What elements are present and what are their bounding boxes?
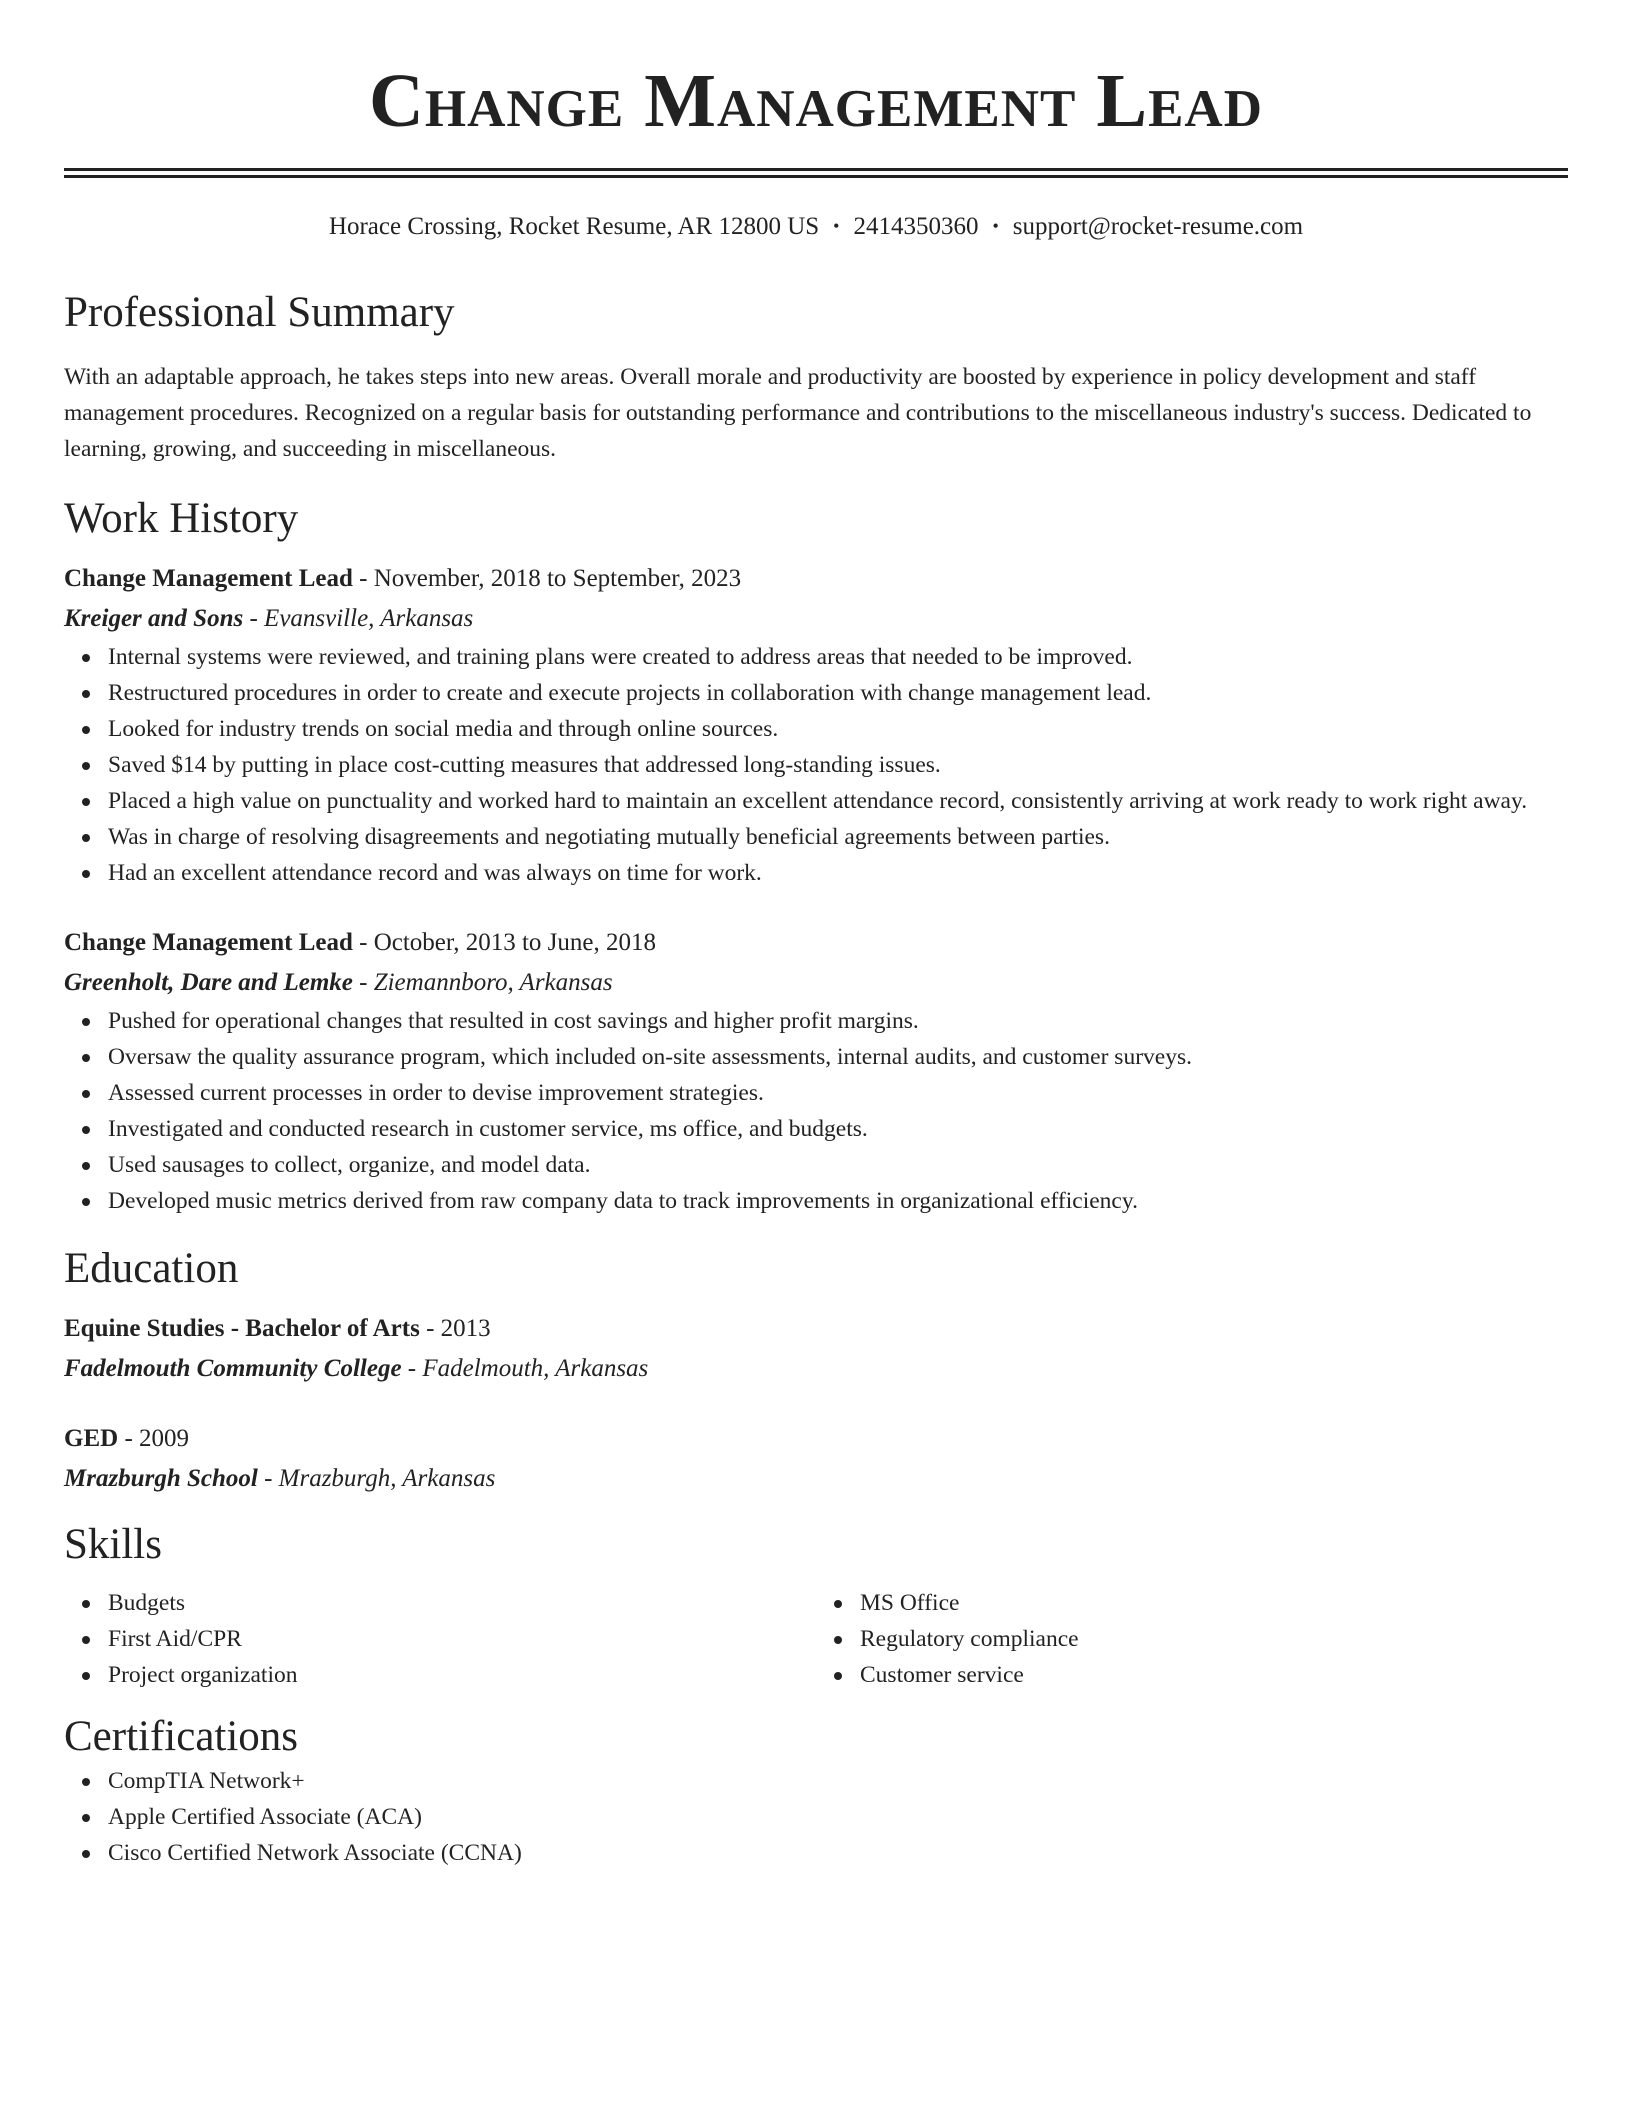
certification-item: Apple Certified Associate (ACA)	[108, 1799, 1568, 1835]
job-entry	[64, 559, 1568, 891]
skills-column-right	[816, 1585, 1568, 1693]
school-location: - Fadelmouth, Arkansas	[401, 1355, 649, 1382]
job-bullet: Internal systems were reviewed, and training plans were created to address areas that needed to be improved.	[108, 639, 1568, 675]
skills-column-left	[64, 1585, 816, 1693]
job-bullets	[64, 1003, 1568, 1219]
job-bullet: Investigated and conducted research in customer service, ms office, and budgets.	[108, 1111, 1568, 1147]
skill-item: Project organization	[108, 1657, 816, 1693]
job-bullet: Restructured procedures in order to create and execute projects in collaboration with change management lead.	[108, 675, 1568, 711]
certification-item: Cisco Certified Network Associate (CCNA)	[108, 1835, 1568, 1871]
job-company: Kreiger and Sons	[64, 605, 244, 632]
skill-item: Budgets	[108, 1585, 816, 1621]
degree-name: Equine Studies - Bachelor of Arts	[64, 1315, 420, 1342]
certification-item: CompTIA Network+	[108, 1763, 1568, 1799]
school-line	[64, 1459, 1568, 1499]
certifications-heading: Certifications	[64, 1713, 299, 1760]
certifications-list	[64, 1763, 1568, 1871]
summary-text: With an adaptable approach, he takes steps into new areas. Overall morale and productivity are boosted by experience in policy development and staff management procedures. Recognized on a regular basis for outstanding performance and contributions to the miscellaneous industry's success. Dedicated to learning, growing, and succeeding in miscellaneous.	[64, 364, 1532, 462]
summary-heading: Professional Summary	[64, 289, 455, 336]
education-heading: Education	[64, 1245, 239, 1292]
job-bullet: Looked for industry trends on social media and through online sources.	[108, 711, 1568, 747]
job-company: Greenholt, Dare and Lemke	[64, 969, 353, 996]
title-divider	[64, 168, 1568, 178]
job-company-line	[64, 599, 1568, 639]
degree-name: GED	[64, 1425, 119, 1452]
job-bullet: Was in charge of resolving disagreements and negotiating mutually beneficial agreements between parties.	[108, 819, 1568, 855]
school-location: - Mrazburgh, Arkansas	[257, 1465, 496, 1492]
job-title-line	[64, 559, 1568, 599]
school-line	[64, 1349, 1568, 1389]
skill-item: Regulatory compliance	[860, 1621, 1568, 1657]
job-location: - Ziemannboro, Arkansas	[352, 969, 613, 996]
skills-heading: Skills	[64, 1521, 162, 1568]
job-company-line	[64, 963, 1568, 1003]
job-bullet: Had an excellent attendance record and was always on time for work.	[108, 855, 1568, 891]
job-dates: - November, 2018 to September, 2023	[352, 565, 742, 592]
school-name: Mrazburgh School	[64, 1465, 258, 1492]
skill-item: MS Office	[860, 1585, 1568, 1621]
job-location: - Evansville, Arkansas	[243, 605, 474, 632]
skill-item: Customer service	[860, 1657, 1568, 1693]
job-bullet: Developed music metrics derived from raw company data to track improvements in organizational efficiency.	[108, 1183, 1568, 1219]
contact-address: Horace Crossing, Rocket Resume, AR 12800 US	[328, 213, 820, 240]
job-bullets	[64, 639, 1568, 891]
contact-line	[64, 212, 1568, 243]
contact-separator: •	[833, 216, 840, 236]
skill-item: First Aid/CPR	[108, 1621, 816, 1657]
job-bullet: Placed a high value on punctuality and worked hard to maintain an excellent attendance record, consistently arriving at work ready to work right away.	[108, 783, 1568, 819]
job-title: Change Management Lead	[64, 929, 353, 956]
degree-line	[64, 1419, 1568, 1459]
degree-year: - 2013	[419, 1315, 491, 1342]
work-history-heading: Work History	[64, 495, 299, 542]
degree-year: - 2009	[118, 1425, 190, 1452]
degree-line	[64, 1309, 1568, 1349]
job-title: Change Management Lead	[64, 565, 353, 592]
education-entry	[64, 1309, 1568, 1389]
job-bullet: Oversaw the quality assurance program, which included on-site assessments, internal audits, and customer surveys.	[108, 1039, 1568, 1075]
contact-separator: •	[992, 216, 999, 236]
job-bullet: Saved $14 by putting in place cost-cutting measures that addressed long-standing issues.	[108, 747, 1568, 783]
school-name: Fadelmouth Community College	[64, 1355, 402, 1382]
education-entry	[64, 1419, 1568, 1499]
job-bullet: Assessed current processes in order to devise improvement strategies.	[108, 1075, 1568, 1111]
job-dates: - October, 2013 to June, 2018	[352, 929, 657, 956]
job-entry	[64, 923, 1568, 1219]
job-title-line	[64, 923, 1568, 963]
job-bullet: Pushed for operational changes that resulted in cost savings and higher profit margins.	[108, 1003, 1568, 1039]
job-bullet: Used sausages to collect, organize, and model data.	[108, 1147, 1568, 1183]
skills-grid	[64, 1585, 1568, 1693]
resume-title: Change Management Lead	[369, 59, 1263, 143]
contact-email: support@rocket-resume.com	[1012, 213, 1304, 240]
contact-phone: 2414350360	[853, 213, 979, 240]
